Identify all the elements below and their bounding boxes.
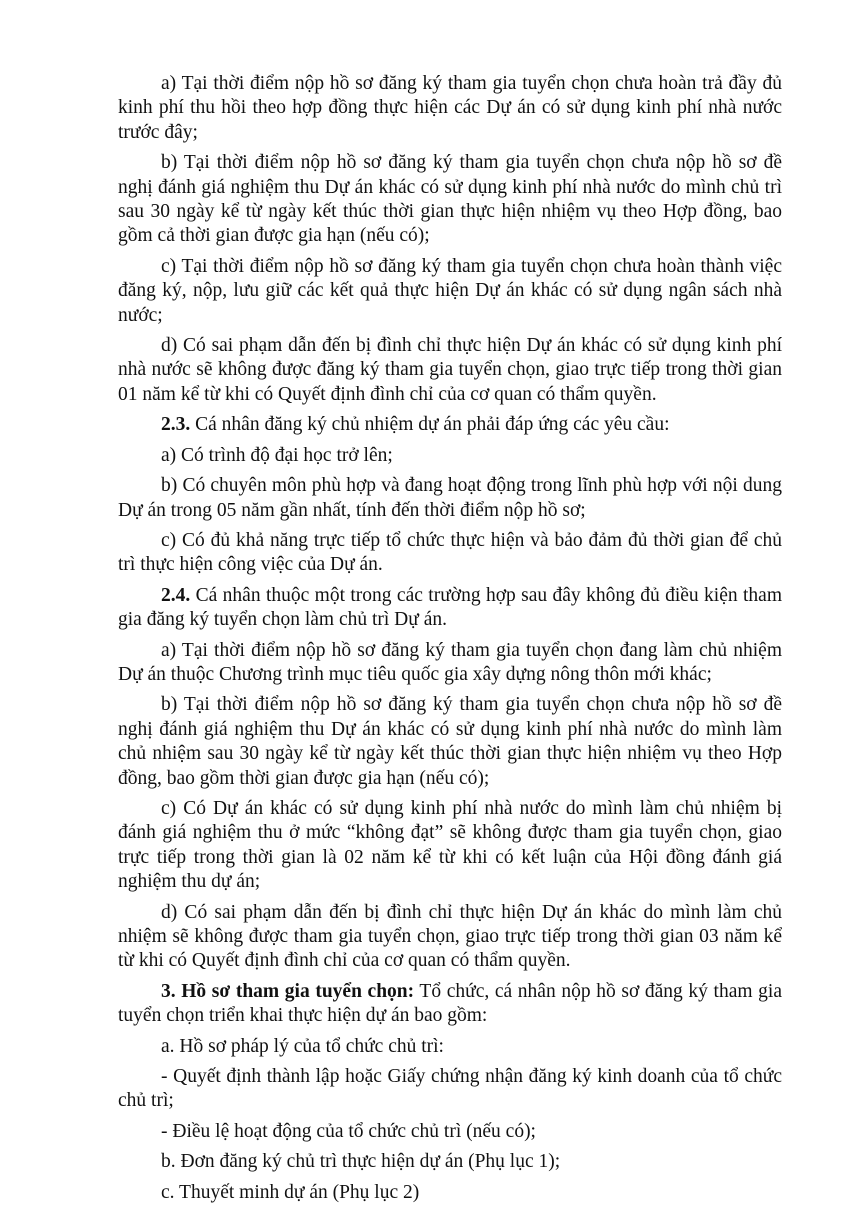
section-2-4-heading [118,584,782,633]
paragraph-text: c) Có đủ khả năng trực tiếp tổ chức thực hiện và bảo đảm đủ thời gian để chủ trì thực hiện công việc của Dự án. [118,529,782,576]
paragraph-2-2-d [118,334,782,407]
paragraph-2-3-b [118,474,782,523]
paragraph-3-a [118,1035,782,1059]
paragraph-2-4-a [118,639,782,688]
paragraph-text: b. Đơn đăng ký chủ trì thực hiện dự án (Phụ lục 1); [161,1151,561,1173]
paragraph-text: c) Tại thời điểm nộp hồ sơ đăng ký tham gia tuyển chọn chưa hoàn thành việc đăng ký, nộp, lưu giữ các kết quả thực hiện Dự án khác có sử dụng ngân sách nhà nước; [118,255,782,326]
paragraph-text: - Quyết định thành lập hoặc Giấy chứng nhận đăng ký kinh doanh của tổ chức chủ trì; [118,1066,782,1112]
paragraph-3-c [118,1181,782,1205]
paragraph-2-3-a [118,444,782,468]
section-number: 2.3. [161,414,191,436]
paragraph-2-2-b [118,151,782,249]
paragraph-2-2-a [118,72,782,145]
section-title: 3. Hồ sơ tham gia tuyển chọn: [161,980,415,1002]
paragraph-2-4-b [118,693,782,791]
paragraph-text: d) Có sai phạm dẫn đến bị đình chỉ thực hiện Dự án khác do mình làm chủ nhiệm sẽ không được tham gia tuyển chọn, giao trực tiếp trong thời gian 03 năm kể từ khi có Quyết định đình chỉ của cơ quan có thẩm quyền. [118,901,782,972]
section-3-heading [118,980,782,1029]
paragraph-text: Cá nhân thuộc một trong các trường hợp sau đây không đủ điều kiện tham gia đăng ký tuyển chọn làm chủ trì Dự án. [118,584,782,631]
paragraph-text: b) Có chuyên môn phù hợp và đang hoạt động trong lĩnh phù hợp với nội dung Dự án trong 05 năm gần nhất, tính đến thời điểm nộp hồ sơ; [118,475,782,521]
paragraph-3-b [118,1150,782,1174]
section-2-3-heading [118,413,782,437]
paragraph-text: d) Có sai phạm dẫn đến bị đình chỉ thực hiện Dự án khác có sử dụng kinh phí nhà nước sẽ không được đăng ký tham gia tuyển chọn, giao trực tiếp trong thời gian 01 năm kể từ khi có Quyết định đình chỉ của cơ quan có thẩm quyền. [118,335,782,405]
paragraph-2-4-c [118,797,782,895]
paragraph-text: c) Có Dự án khác có sử dụng kinh phí nhà nước do mình làm chủ nhiệm bị đánh giá nghiệm thu ở mức “không đạt” sẽ không được tham gia tuyển chọn, giao trực tiếp trong thời gian là 02 năm kể từ khi có kết luận của Hội đồng đánh giá nghiệm thu dự án; [118,797,782,893]
paragraph-3-a-item-2 [118,1120,782,1144]
paragraph-text: Tổ chức, cá nhân nộp hồ sơ đăng ký tham gia tuyển chọn triển khai thực hiện dự án bao gồm: [118,980,782,1027]
paragraph-2-4-d [118,901,782,974]
paragraph-text: - Điều lệ hoạt động của tổ chức chủ trì (nếu có); [161,1120,536,1142]
paragraph-text: b) Tại thời điểm nộp hồ sơ đăng ký tham gia tuyển chọn chưa nộp hồ sơ đề nghị đánh giá nghiệm thu Dự án khác có sử dụng kinh phí nhà nước do mình chủ trì sau 30 ngày kể từ ngày kết thúc thời gian thực hiện nhiệm vụ theo Hợp đồng, bao gồm cả thời gian được gia hạn (nếu có); [118,152,782,247]
paragraph-2-2-c [118,255,782,328]
paragraph-text: a) Có trình độ đại học trở lên; [161,444,393,466]
section-number: 2.4. [161,584,191,606]
paragraph-text: a. Hồ sơ pháp lý của tổ chức chủ trì: [161,1035,444,1057]
paragraph-text: b) Tại thời điểm nộp hồ sơ đăng ký tham gia tuyển chọn chưa nộp hồ sơ đề nghị đánh giá nghiệm thu Dự án khác có sử dụng kinh phí nhà nước do mình làm chủ nhiệm sau 30 ngày kể từ ngày kết thúc thời gian thực hiện nhiệm vụ theo Hợp đồng, bao gồm thời gian được gia hạn (nếu có); [118,694,782,789]
paragraph-text: c. Thuyết minh dự án (Phụ lục 2) [161,1181,420,1203]
paragraph-text: a) Tại thời điểm nộp hồ sơ đăng ký tham gia tuyển chọn đang làm chủ nhiệm Dự án thuộc Chương trình mục tiêu quốc gia xây dựng nông thôn mới khác; [118,639,782,685]
paragraph-2-3-c [118,529,782,578]
paragraph-text: a) Tại thời điểm nộp hồ sơ đăng ký tham gia tuyển chọn chưa hoàn trả đầy đủ kinh phí thu hồi theo hợp đồng thực hiện các Dự án có sử dụng kinh phí nhà nước trước đây; [118,73,782,143]
paragraph-text: Cá nhân đăng ký chủ nhiệm dự án phải đáp ứng các yêu cầu: [190,414,670,436]
paragraph-3-a-item-1 [118,1065,782,1114]
